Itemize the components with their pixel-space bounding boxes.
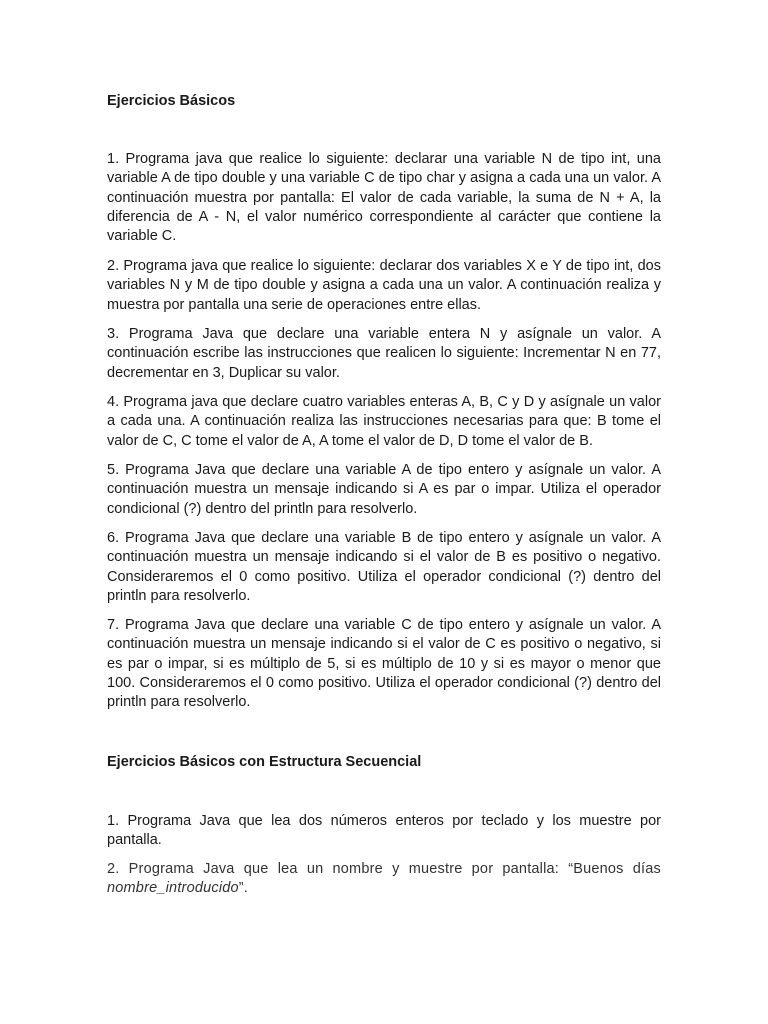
exercise-5: 5. Programa Java que declare una variable A de tipo entero y asígnale un valor. A continuación muestra un mensaje indicando si A es par o impar. Utiliza el operador condicional (?) dentro del println para resolverlo. xyxy=(107,462,661,517)
section-title-sequential: Ejercicios Básicos con Estructura Secuencial xyxy=(107,754,422,770)
sequential-exercise-1: 1. Programa Java que lea dos números enteros por teclado y los muestre por pantalla. xyxy=(107,813,661,849)
sequential-exercise-2-italic: nombre_introducido xyxy=(107,880,239,897)
sequential-exercise-2-suffix: ”. xyxy=(238,880,249,897)
exercise-2: 2. Programa java que realice lo siguiente: declarar dos variables X e Y de tipo int, dos variables N y M de tipo double y asigna a cada una un valor. A continuación realiza y muestra por pantalla una serie de operaciones entre ellas. xyxy=(107,258,661,313)
sequential-exercise-2-prefix: 2. Programa Java que lea un nombre y muestre por pantalla: “Buenos días xyxy=(107,861,661,877)
sequential-exercise-2 xyxy=(107,860,661,899)
exercise-1: 1. Programa java que realice lo siguiente: declarar una variable N de tipo int, una variable A de tipo double y una variable C de tipo char y asigna a cada una un valor. A continuación muestra por pantalla: El valor de cada variable, la suma de N + A, la diferencia de A - N, el valor numérico correspondiente al carácter que contiene la variable C. xyxy=(107,151,661,245)
exercise-6: 6. Programa Java que declare una variable B de tipo entero y asígnale un valor. A continuación muestra un mensaje indicando si el valor de B es positivo o negativo. Consideraremos el 0 como positivo. Utiliza el operador condicional (?) dentro del println para resolverlo. xyxy=(107,530,661,604)
section-title-basic: Ejercicios Básicos xyxy=(107,93,236,109)
exercise-3: 3. Programa Java que declare una variable entera N y asígnale un valor. A continuación escribe las instrucciones que realicen lo siguiente: Incrementar N en 77, decrementar en 3, Duplicar su valor. xyxy=(107,326,661,381)
exercise-4: 4. Programa java que declare cuatro variables enteras A, B, C y D y asígnale un valor a cada una. A continuación realiza las instrucciones necesarias para que: B tome el valor de C, C tome el valor de A, A tome el valor de D, D tome el valor de B. xyxy=(107,394,661,449)
exercise-7: 7. Programa Java que declare una variable C de tipo entero y asígnale un valor. A continuación muestra un mensaje indicando si el valor de C es positivo o negativo, si es par o impar, si es múltiplo de 5, si es múltiplo de 10 y si es mayor o menor que 100. Consideraremos el 0 como positivo. Utiliza el operador condicional (?) dentro del println para resolverlo. xyxy=(107,617,661,711)
